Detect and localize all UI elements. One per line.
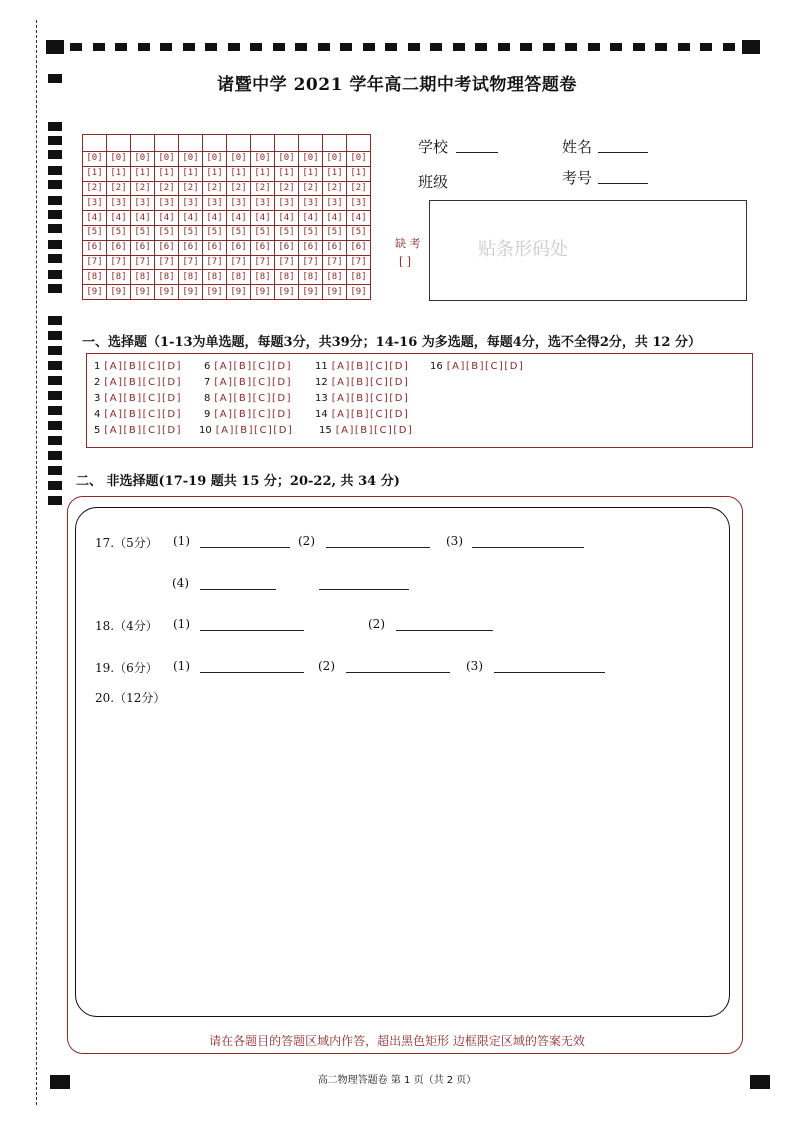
id-digit-box[interactable] <box>275 135 299 152</box>
timing-mark <box>48 466 62 475</box>
q19-blank1[interactable] <box>200 672 304 673</box>
q17-part4: (4) <box>172 576 189 590</box>
timing-mark <box>48 331 62 340</box>
absent-checkbox[interactable]: [ ] <box>399 255 412 268</box>
choice-question-1[interactable] <box>94 361 182 372</box>
timing-mark <box>295 43 307 51</box>
question-number: 8 <box>204 393 211 404</box>
answer-options[interactable]: [A][B][C][D] <box>446 361 525 372</box>
id-bubble[interactable]: [5] <box>275 225 299 240</box>
id-bubble[interactable]: [6] <box>107 240 131 255</box>
question-number: 4 <box>94 409 101 420</box>
id-bubble[interactable]: [9] <box>179 285 203 300</box>
id-bubble[interactable]: [2] <box>131 181 155 196</box>
id-bubble[interactable]: [0] <box>83 152 107 167</box>
id-bubble[interactable]: [6] <box>83 240 107 255</box>
timing-mark <box>48 180 62 189</box>
id-bubble[interactable]: [5] <box>299 225 323 240</box>
q20-answer-area[interactable] <box>90 710 710 1000</box>
id-bubble[interactable]: [3] <box>107 196 131 211</box>
id-bubble[interactable]: [0] <box>227 152 251 167</box>
timing-mark <box>48 376 62 385</box>
q17-blank3[interactable] <box>472 547 584 548</box>
question-number: 9 <box>204 409 211 420</box>
timing-mark <box>48 150 62 159</box>
id-bubble[interactable]: [9] <box>323 285 347 300</box>
id-bubble[interactable]: [4] <box>107 211 131 226</box>
id-bubble[interactable]: [6] <box>203 240 227 255</box>
timing-mark <box>228 43 240 51</box>
id-digit-box[interactable] <box>227 135 251 152</box>
id-bubble[interactable]: [2] <box>227 181 251 196</box>
question-number: 6 <box>204 361 211 372</box>
id-digit-box[interactable] <box>299 135 323 152</box>
timing-mark <box>48 346 62 355</box>
section1-title: 一、选择题（1-13为单选题，每题3分，共39分；14-16 为多选题，每题4分，选不全得2分，共 12 分） <box>82 335 702 350</box>
answer-options[interactable]: [A][B][C][D] <box>335 425 414 436</box>
id-bubble[interactable]: [6] <box>131 240 155 255</box>
choice-question-12[interactable] <box>315 377 409 388</box>
choice-question-2[interactable] <box>94 377 182 388</box>
id-bubble[interactable]: [5] <box>251 225 275 240</box>
timing-mark <box>48 136 62 145</box>
choice-question-3[interactable] <box>94 393 182 404</box>
id-bubble[interactable]: [3] <box>275 196 299 211</box>
timing-mark <box>48 284 62 293</box>
choice-answer-box <box>86 353 753 448</box>
id-bubble[interactable]: [8] <box>107 270 131 285</box>
id-bubble[interactable]: [5] <box>131 225 155 240</box>
q18-part1: (1) <box>173 617 190 631</box>
exam-no-label: 考号 <box>562 169 593 187</box>
timing-mark <box>318 43 330 51</box>
id-bubble[interactable]: [2] <box>347 181 371 196</box>
id-bubble[interactable]: [6] <box>227 240 251 255</box>
id-bubble[interactable]: [5] <box>347 225 371 240</box>
id-bubble[interactable]: [0] <box>131 152 155 167</box>
timing-mark <box>205 43 217 51</box>
timing-mark <box>160 43 172 51</box>
id-bubble[interactable]: [3] <box>155 196 179 211</box>
question-number: 7 <box>204 377 211 388</box>
id-digit-box[interactable] <box>251 135 275 152</box>
id-bubble[interactable]: [6] <box>179 240 203 255</box>
id-digit-box[interactable] <box>179 135 203 152</box>
timing-mark <box>48 122 62 131</box>
id-bubble[interactable]: [4] <box>83 211 107 226</box>
timing-mark <box>48 74 62 83</box>
id-bubble[interactable]: [9] <box>275 285 299 300</box>
timing-mark <box>633 43 645 51</box>
id-bubble[interactable]: [0] <box>107 152 131 167</box>
choice-question-14[interactable] <box>315 409 409 420</box>
id-bubble[interactable]: [7] <box>155 255 179 270</box>
id-bubble[interactable]: [4] <box>203 211 227 226</box>
id-digit-box[interactable] <box>131 135 155 152</box>
id-bubble[interactable]: [4] <box>227 211 251 226</box>
question-number: 2 <box>94 377 101 388</box>
timing-mark <box>48 240 62 249</box>
id-bubble[interactable]: [6] <box>275 240 299 255</box>
id-bubble[interactable]: [4] <box>323 211 347 226</box>
corner-mark-top-left <box>46 40 64 54</box>
id-digit-box[interactable] <box>107 135 131 152</box>
id-bubble[interactable]: [4] <box>347 211 371 226</box>
answer-options[interactable]: [A][B][C][D] <box>104 409 182 420</box>
id-bubble[interactable]: [8] <box>155 270 179 285</box>
cut-line <box>36 20 37 1105</box>
id-bubble[interactable]: [7] <box>299 255 323 270</box>
timing-mark <box>363 43 375 51</box>
id-bubble[interactable]: [1] <box>107 166 131 181</box>
id-bubble[interactable]: [1] <box>347 166 371 181</box>
id-bubble[interactable]: [7] <box>323 255 347 270</box>
choice-question-6[interactable] <box>204 361 292 372</box>
choice-question-16[interactable] <box>430 361 524 372</box>
id-bubble[interactable]: [4] <box>275 211 299 226</box>
answer-options[interactable]: [A][B][C][D] <box>214 377 292 388</box>
timing-mark <box>48 254 62 263</box>
id-bubble[interactable]: [9] <box>107 285 131 300</box>
timing-mark <box>138 43 150 51</box>
id-bubble[interactable]: [9] <box>83 285 107 300</box>
timing-mark <box>93 43 105 51</box>
q17-part3: (3) <box>446 534 463 548</box>
timing-mark <box>48 436 62 445</box>
id-bubble[interactable]: [6] <box>155 240 179 255</box>
choice-question-4[interactable] <box>94 409 182 420</box>
id-bubble[interactable]: [3] <box>299 196 323 211</box>
id-bubble[interactable]: [1] <box>227 166 251 181</box>
answer-options[interactable]: [A][B][C][D] <box>215 425 294 436</box>
timing-mark <box>385 43 397 51</box>
id-bubble[interactable]: [4] <box>155 211 179 226</box>
name-field[interactable] <box>598 152 648 153</box>
barcode-placeholder: 贴条形码处 <box>478 239 568 260</box>
id-bubble[interactable]: [8] <box>347 270 371 285</box>
exam-no-field[interactable] <box>598 183 648 184</box>
timing-mark <box>498 43 510 51</box>
id-bubble[interactable]: [7] <box>251 255 275 270</box>
id-bubble[interactable]: [8] <box>299 270 323 285</box>
id-bubble[interactable]: [1] <box>83 166 107 181</box>
id-bubble[interactable]: [3] <box>83 196 107 211</box>
id-bubble[interactable]: [0] <box>347 152 371 167</box>
id-bubble[interactable]: [1] <box>299 166 323 181</box>
id-bubble[interactable]: [7] <box>347 255 371 270</box>
id-bubble[interactable]: [2] <box>251 181 275 196</box>
choice-question-8[interactable] <box>204 393 292 404</box>
id-bubble[interactable]: [8] <box>179 270 203 285</box>
id-bubble[interactable]: [1] <box>323 166 347 181</box>
id-bubble[interactable]: [8] <box>275 270 299 285</box>
timing-mark <box>48 391 62 400</box>
id-bubble[interactable]: [4] <box>131 211 155 226</box>
id-digit-box[interactable] <box>347 135 371 152</box>
id-bubble[interactable]: [1] <box>155 166 179 181</box>
id-bubble[interactable]: [1] <box>251 166 275 181</box>
id-bubble[interactable]: [7] <box>227 255 251 270</box>
timing-mark <box>430 43 442 51</box>
answer-options[interactable]: [A][B][C][D] <box>331 409 410 420</box>
corner-mark-top-right <box>742 40 760 54</box>
timing-mark <box>655 43 667 51</box>
id-digit-box[interactable] <box>83 135 107 152</box>
choice-question-7[interactable] <box>204 377 292 388</box>
timing-mark <box>700 43 712 51</box>
id-bubble[interactable]: [3] <box>227 196 251 211</box>
timing-mark <box>408 43 420 51</box>
q17-label: 17.（5分） <box>95 536 158 550</box>
question-number: 10 <box>199 425 212 436</box>
id-bubble[interactable]: [4] <box>251 211 275 226</box>
id-bubble[interactable]: [4] <box>299 211 323 226</box>
absent-label: 缺 考 <box>395 237 421 250</box>
exam-number-grid[interactable] <box>82 134 371 300</box>
q19-blank3[interactable] <box>494 672 605 673</box>
id-bubble[interactable]: [7] <box>107 255 131 270</box>
timing-mark <box>48 361 62 370</box>
answer-options[interactable]: [A][B][C][D] <box>104 425 182 436</box>
page-title: 诸暨中学 2021 学年高二期中考试物理答题卷 <box>217 75 577 95</box>
q19-blank2[interactable] <box>346 672 450 673</box>
id-bubble[interactable]: [0] <box>155 152 179 167</box>
id-bubble[interactable]: [9] <box>299 285 323 300</box>
q18-part2: (2) <box>368 617 385 631</box>
id-bubble[interactable]: [0] <box>323 152 347 167</box>
timing-mark <box>183 43 195 51</box>
q18-blank2[interactable] <box>396 630 493 631</box>
class-label: 班级 <box>418 173 449 191</box>
id-bubble[interactable]: [8] <box>83 270 107 285</box>
choice-question-11[interactable] <box>315 361 409 372</box>
id-bubble[interactable]: [1] <box>179 166 203 181</box>
answer-options[interactable]: [A][B][C][D] <box>331 377 410 388</box>
q18-label: 18.（4分） <box>95 619 158 633</box>
id-bubble[interactable]: [0] <box>275 152 299 167</box>
question-number: 13 <box>315 393 328 404</box>
id-bubble[interactable]: [8] <box>251 270 275 285</box>
q19-part3: (3) <box>466 659 483 673</box>
name-label: 姓名 <box>562 138 593 156</box>
id-bubble[interactable]: [2] <box>179 181 203 196</box>
page-footer: 高二物理答题卷 第 1 页（共 2 页） <box>317 1075 477 1086</box>
choice-question-9[interactable] <box>204 409 292 420</box>
choice-question-15[interactable] <box>319 425 413 436</box>
id-bubble[interactable]: [2] <box>299 181 323 196</box>
timing-mark <box>48 421 62 430</box>
answer-options[interactable]: [A][B][C][D] <box>104 377 182 388</box>
id-bubble[interactable]: [3] <box>323 196 347 211</box>
timing-mark <box>610 43 622 51</box>
school-field[interactable] <box>456 152 498 153</box>
barcode-area <box>429 200 747 301</box>
timing-mark <box>340 43 352 51</box>
id-bubble[interactable]: [1] <box>203 166 227 181</box>
school-label: 学校 <box>418 138 449 156</box>
timing-mark <box>565 43 577 51</box>
id-bubble[interactable]: [0] <box>299 152 323 167</box>
timing-mark <box>48 406 62 415</box>
id-bubble[interactable]: [5] <box>227 225 251 240</box>
id-digit-box[interactable] <box>323 135 347 152</box>
id-bubble[interactable]: [7] <box>275 255 299 270</box>
id-bubble[interactable]: [8] <box>227 270 251 285</box>
answer-options[interactable]: [A][B][C][D] <box>214 393 292 404</box>
timing-mark <box>48 196 62 205</box>
id-bubble[interactable]: [9] <box>131 285 155 300</box>
id-bubble[interactable]: [6] <box>323 240 347 255</box>
q17-part1: (1) <box>173 534 190 548</box>
answer-options[interactable]: [A][B][C][D] <box>214 361 292 372</box>
timing-mark <box>543 43 555 51</box>
id-bubble[interactable]: [9] <box>251 285 275 300</box>
question-number: 5 <box>94 425 101 436</box>
id-digit-box[interactable] <box>155 135 179 152</box>
id-bubble[interactable]: [2] <box>275 181 299 196</box>
q19-part1: (1) <box>173 659 190 673</box>
id-bubble[interactable]: [2] <box>107 181 131 196</box>
question-number: 1 <box>94 361 101 372</box>
q17-part2: (2) <box>298 534 315 548</box>
q17-blank5[interactable] <box>319 589 409 590</box>
id-bubble[interactable]: [9] <box>203 285 227 300</box>
answer-options[interactable]: [A][B][C][D] <box>331 393 410 404</box>
id-bubble[interactable]: [8] <box>323 270 347 285</box>
id-bubble[interactable]: [3] <box>179 196 203 211</box>
timing-mark <box>48 166 62 175</box>
timing-mark <box>48 316 62 325</box>
timing-mark <box>48 496 62 505</box>
warning-note: 请在各题目的答题区域内作答，超出黑色矩形 边框限定区域的答案无效 <box>209 1034 585 1048</box>
id-bubble[interactable]: [8] <box>203 270 227 285</box>
id-bubble[interactable]: [1] <box>275 166 299 181</box>
id-bubble[interactable]: [6] <box>251 240 275 255</box>
q20-label: 20.（12分） <box>95 691 166 705</box>
timing-mark <box>115 43 127 51</box>
id-bubble[interactable]: [7] <box>131 255 155 270</box>
choice-question-10[interactable] <box>199 425 293 436</box>
id-bubble[interactable]: [3] <box>131 196 155 211</box>
timing-mark <box>250 43 262 51</box>
timing-mark <box>273 43 285 51</box>
question-number: 15 <box>319 425 332 436</box>
q17-blank1[interactable] <box>200 547 290 548</box>
id-bubble[interactable]: [1] <box>131 166 155 181</box>
q17-blank4[interactable] <box>200 589 276 590</box>
timing-mark <box>475 43 487 51</box>
choice-question-5[interactable] <box>94 425 182 436</box>
q19-label: 19.（6分） <box>95 661 158 675</box>
answer-options[interactable]: [A][B][C][D] <box>104 393 182 404</box>
id-bubble[interactable]: [2] <box>83 181 107 196</box>
id-bubble[interactable]: [2] <box>323 181 347 196</box>
id-bubble[interactable]: [5] <box>107 225 131 240</box>
choice-question-13[interactable] <box>315 393 409 404</box>
answer-options[interactable]: [A][B][C][D] <box>331 361 410 372</box>
q18-blank1[interactable] <box>200 630 304 631</box>
question-number: 14 <box>315 409 328 420</box>
id-bubble[interactable]: [7] <box>83 255 107 270</box>
id-bubble[interactable]: [5] <box>323 225 347 240</box>
timing-mark <box>70 43 82 51</box>
q19-part2: (2) <box>318 659 335 673</box>
id-bubble[interactable]: [9] <box>347 285 371 300</box>
id-bubble[interactable]: [3] <box>251 196 275 211</box>
id-bubble[interactable]: [9] <box>227 285 251 300</box>
question-number: 12 <box>315 377 328 388</box>
question-number: 11 <box>315 361 328 372</box>
timing-mark <box>48 481 62 490</box>
id-bubble[interactable]: [5] <box>203 225 227 240</box>
id-bubble[interactable]: [7] <box>179 255 203 270</box>
question-number: 16 <box>430 361 443 372</box>
id-bubble[interactable]: [7] <box>203 255 227 270</box>
id-bubble[interactable]: [8] <box>131 270 155 285</box>
timing-mark <box>48 224 62 233</box>
id-bubble[interactable]: [2] <box>203 181 227 196</box>
id-bubble[interactable]: [4] <box>179 211 203 226</box>
id-bubble[interactable]: [5] <box>155 225 179 240</box>
id-bubble[interactable]: [0] <box>203 152 227 167</box>
timing-mark <box>520 43 532 51</box>
id-bubble[interactable]: [0] <box>179 152 203 167</box>
id-bubble[interactable]: [6] <box>347 240 371 255</box>
timing-mark <box>588 43 600 51</box>
timing-mark <box>678 43 690 51</box>
id-bubble[interactable]: [3] <box>347 196 371 211</box>
answer-options[interactable]: [A][B][C][D] <box>214 409 292 420</box>
id-bubble[interactable]: [2] <box>155 181 179 196</box>
id-bubble[interactable]: [6] <box>299 240 323 255</box>
answer-options[interactable]: [A][B][C][D] <box>104 361 182 372</box>
id-bubble[interactable]: [5] <box>179 225 203 240</box>
question-number: 3 <box>94 393 101 404</box>
timing-mark <box>723 43 735 51</box>
id-bubble[interactable]: [5] <box>83 225 107 240</box>
timing-mark <box>453 43 465 51</box>
timing-mark <box>48 210 62 219</box>
id-bubble[interactable]: [9] <box>155 285 179 300</box>
timing-mark <box>48 451 62 460</box>
q17-blank2[interactable] <box>326 547 430 548</box>
id-bubble[interactable]: [0] <box>251 152 275 167</box>
section2-title: 二、 非选择题(17-19 题共 15 分；20-22, 共 34 分) <box>76 474 400 489</box>
id-bubble[interactable]: [3] <box>203 196 227 211</box>
id-digit-box[interactable] <box>203 135 227 152</box>
timing-mark <box>48 270 62 279</box>
